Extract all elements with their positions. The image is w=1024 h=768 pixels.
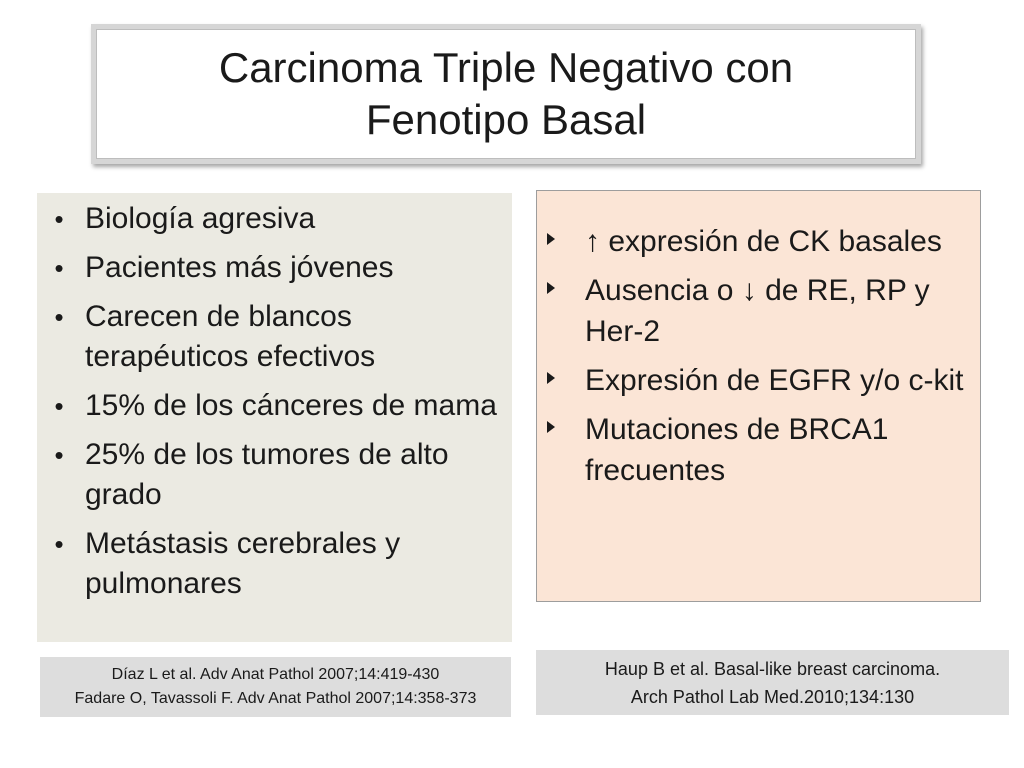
triangle-right-icon	[547, 233, 555, 245]
reference-line: Díaz L et al. Adv Anat Pathol 2007;14:419-430	[111, 666, 440, 683]
reference-line: Fadare O, Tavassoli F. Adv Anat Pathol 2007;14:358-373	[74, 690, 477, 707]
bullet-dot-icon: •	[54, 253, 64, 283]
references-right-box	[536, 650, 1009, 715]
right-bullet-list	[537, 191, 980, 491]
left-list-item-text: Metástasis cerebrales y pulmonares	[85, 527, 401, 600]
triangle-right-icon	[547, 372, 555, 384]
triangle-right-icon	[547, 282, 555, 294]
right-list-item-text: Expresión de EGFR y/o c-kit	[585, 364, 964, 397]
right-list-item	[537, 221, 980, 262]
left-list-item-text: Pacientes más jóvenes	[85, 251, 394, 284]
slide-title-line-2: Fenotipo Basal	[365, 96, 647, 143]
slide-title-line-1: Carcinoma Triple Negativo con	[218, 44, 794, 91]
left-list-item	[37, 199, 512, 239]
right-list-item-text: Ausencia o ↓ de RE, RP y Her-2	[585, 274, 930, 348]
right-list-item-text: Mutaciones de BRCA1 frecuentes	[585, 413, 889, 487]
bullet-dot-icon: •	[54, 204, 64, 234]
reference-line: Arch Pathol Lab Med.2010;134:130	[630, 686, 915, 707]
references-left-box	[40, 657, 511, 717]
right-list-item	[537, 409, 980, 491]
right-list-item-text: ↑ expresión de CK basales	[585, 225, 942, 258]
left-list-item-text: Carecen de blancos terapéuticos efectivos	[85, 300, 376, 373]
bullet-dot-icon: •	[54, 529, 64, 559]
left-list-item-text: Biología agresiva	[85, 202, 316, 235]
left-list-item	[37, 435, 512, 515]
left-list-item	[37, 248, 512, 288]
bullet-dot-icon: •	[54, 440, 64, 470]
left-list-item	[37, 297, 512, 377]
right-list-item	[537, 270, 980, 352]
left-list-item-text: 25% de los tumores de alto grado	[85, 438, 449, 511]
left-list-item-text: 15% de los cánceres de mama	[85, 389, 497, 422]
right-list-item	[537, 360, 980, 401]
reference-line: Haup B et al. Basal-like breast carcinoma.	[604, 658, 941, 679]
left-list-item	[37, 386, 512, 426]
left-list-item	[37, 524, 512, 604]
triangle-right-icon	[547, 421, 555, 433]
left-bullet-list	[37, 193, 512, 604]
right-bullet-panel	[536, 190, 981, 602]
left-bullet-panel	[37, 193, 512, 642]
bullet-dot-icon: •	[54, 391, 64, 421]
title-box	[91, 24, 921, 164]
bullet-dot-icon: •	[54, 302, 64, 332]
